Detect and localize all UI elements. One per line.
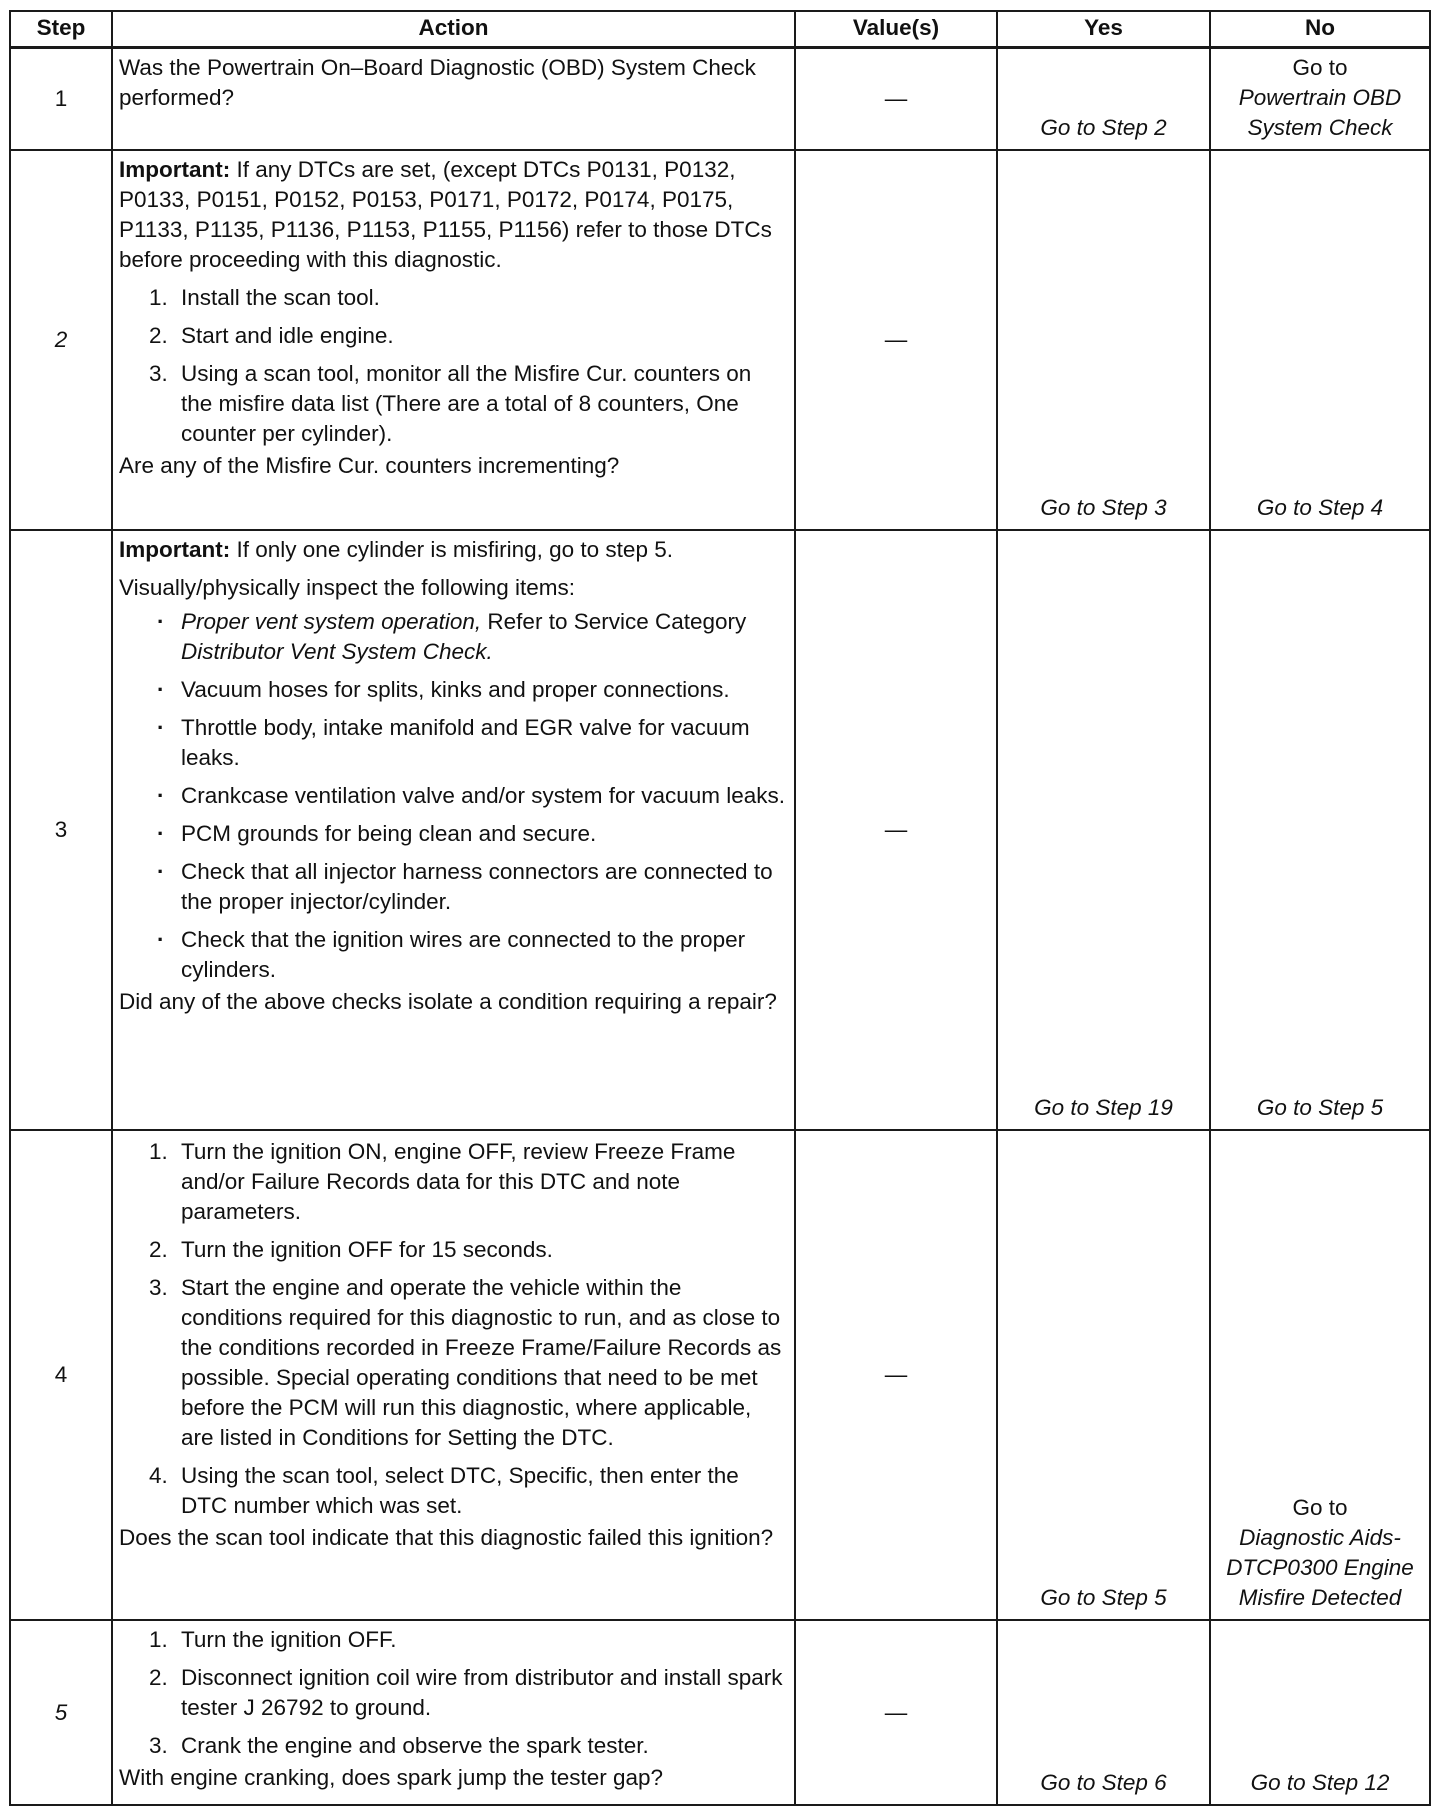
list-item: 1. Turn the ignition OFF.	[149, 1627, 397, 1652]
yes-cell: Go to Step 3	[997, 150, 1210, 530]
yes-cell: Go to Step 6	[997, 1620, 1210, 1805]
header-action: Action	[112, 11, 795, 48]
table-header-row	[10, 11, 1430, 48]
important-note	[119, 155, 788, 275]
header-yes: Yes	[997, 11, 1210, 48]
action-question: Are any of the Misfire Cur. counters incrementing?	[119, 453, 620, 478]
step-number: 2	[10, 150, 112, 530]
list-item: 3. Start the engine and operate the vehicle within the conditions required for this diagnostic to run, and as close to the conditions recorded in Freeze Frame/Failure Records as possible. Special operating conditions that need to be met before the PCM will run this diagnostic, where applicable, are listed in Conditions for Setting the DTC.	[149, 1275, 782, 1450]
no-cell: Go to Step 4	[1210, 150, 1430, 530]
yes-cell: Go to Step 5	[997, 1130, 1210, 1620]
list-item: · Proper vent system operation, Refer to Service Category Distributor Vent System Check.	[157, 609, 747, 664]
list-item: 3. Crank the engine and observe the spark tester.	[149, 1733, 649, 1758]
step-number: 4	[10, 1130, 112, 1620]
list-item: 3. Using a scan tool, monitor all the Misfire Cur. counters on the misfire data list (There are a total of 8 counters, One counter per cylinder).	[149, 361, 752, 446]
list-item: 1. Turn the ignition ON, engine OFF, review Freeze Frame and/or Failure Records data for this DTC and note parameters.	[149, 1139, 736, 1224]
table-row-step-3	[10, 530, 1430, 1130]
action-question: Was the Powertrain On–Board Diagnostic (OBD) System Check performed?	[119, 55, 756, 110]
action-cell	[112, 1130, 795, 1620]
action-cell	[112, 1620, 795, 1805]
value-cell: —	[795, 1130, 997, 1620]
value-cell: —	[795, 530, 997, 1130]
action-cell	[112, 530, 795, 1130]
list-item: 2. Turn the ignition OFF for 15 seconds.	[149, 1237, 553, 1262]
header-no: No	[1210, 11, 1430, 48]
step-number: 1	[10, 48, 112, 151]
list-item: 4. Using the scan tool, select DTC, Specific, then enter the DTC number which was set.	[149, 1463, 739, 1518]
no-cell: Go to Step 5	[1210, 530, 1430, 1130]
procedure-list	[119, 1625, 788, 1761]
inspection-list	[119, 607, 788, 985]
yes-cell: Go to Step 19	[997, 530, 1210, 1130]
value-cell: —	[795, 150, 997, 530]
list-item: 1. Install the scan tool.	[149, 285, 380, 310]
list-item: · PCM grounds for being clean and secure.	[157, 821, 597, 846]
no-cell: Go to Step 12	[1210, 1620, 1430, 1805]
list-item: 2. Start and idle engine.	[149, 323, 394, 348]
yes-cell: Go to Step 2	[997, 48, 1210, 151]
no-prefix: Go to	[1292, 55, 1348, 80]
diagnostic-table-page	[9, 10, 1429, 1806]
value-cell: —	[795, 1620, 997, 1805]
no-cell	[1210, 1130, 1430, 1620]
important-text: If any DTCs are set, (except DTCs P0131, P0132, P0133, P0151, P0152, P0153, P0171, P0172, P0174, P0175, P1133, P1135, P1136, P1153, P1155, P1156) refer to those DTCs before proceeding with this diagnostic.	[119, 157, 772, 272]
table-row-step-5	[10, 1620, 1430, 1805]
header-step: Step	[10, 11, 112, 48]
value-cell: —	[795, 48, 997, 151]
no-reference: Powertrain OBD System Check	[1238, 85, 1402, 140]
action-cell	[112, 48, 795, 151]
header-values: Value(s)	[795, 11, 997, 48]
table-row-step-2	[10, 150, 1430, 530]
no-reference: Diagnostic Aids-DTCP0300 Engine Misfire Detected	[1226, 1525, 1414, 1610]
important-text: If only one cylinder is misfiring, go to step 5.	[236, 537, 673, 562]
important-label: Important:	[119, 157, 231, 182]
diagnostic-table	[9, 10, 1431, 1806]
list-item: · Crankcase ventilation valve and/or system for vacuum leaks.	[157, 783, 786, 808]
table-row-step-1	[10, 48, 1430, 151]
step-number: 5	[10, 1620, 112, 1805]
list-item: · Check that all injector harness connectors are connected to the proper injector/cylinder.	[157, 859, 773, 914]
action-question: Did any of the above checks isolate a condition requiring a repair?	[119, 989, 777, 1014]
procedure-list	[119, 1137, 788, 1521]
procedure-list	[119, 283, 788, 449]
action-question: With engine cranking, does spark jump the tester gap?	[119, 1765, 664, 1790]
list-item: · Check that the ignition wires are connected to the proper cylinders.	[157, 927, 746, 982]
table-row-step-4	[10, 1130, 1430, 1620]
no-prefix: Go to	[1292, 1495, 1348, 1520]
action-cell	[112, 150, 795, 530]
inspection-intro: Visually/physically inspect the following items:	[119, 575, 576, 600]
important-label: Important:	[119, 537, 231, 562]
list-item: 2. Disconnect ignition coil wire from distributor and install spark tester J 26792 to ground.	[149, 1665, 783, 1720]
step-number: 3	[10, 530, 112, 1130]
important-note	[119, 535, 788, 565]
action-question: Does the scan tool indicate that this diagnostic failed this ignition?	[119, 1525, 774, 1550]
list-item: · Throttle body, intake manifold and EGR valve for vacuum leaks.	[157, 715, 750, 770]
list-item: · Vacuum hoses for splits, kinks and proper connections.	[157, 677, 730, 702]
no-cell	[1210, 48, 1430, 151]
